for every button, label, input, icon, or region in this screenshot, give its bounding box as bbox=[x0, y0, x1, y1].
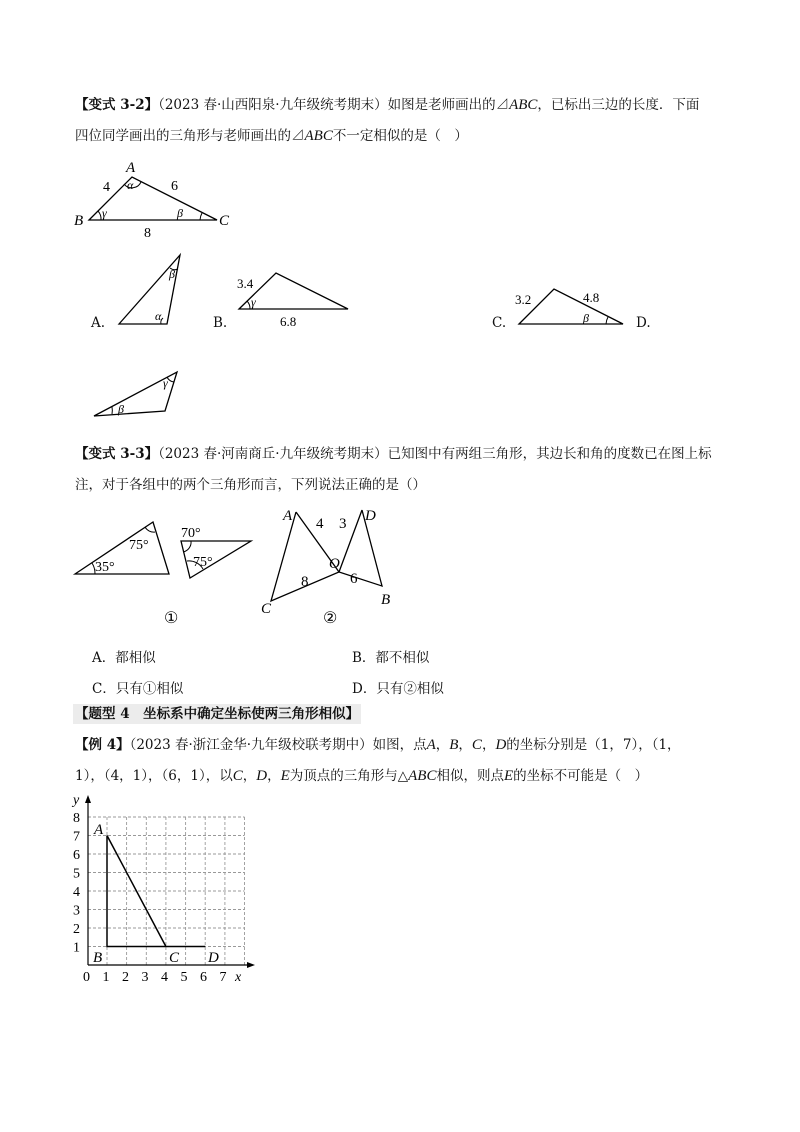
triangle-1a bbox=[75, 522, 169, 574]
ex4-source: （2023 春·浙江金华·九年级校联考期中） bbox=[129, 737, 373, 753]
ex4-point-d: D bbox=[495, 737, 507, 753]
ex4-point-c: C bbox=[471, 737, 482, 753]
q32-text2: ，已标出三边的长度．下面 bbox=[537, 97, 700, 113]
angle-beta-arc bbox=[200, 213, 202, 220]
angle-gamma-arc-b bbox=[247, 301, 250, 309]
x-tick-7: 7 bbox=[219, 970, 227, 985]
label-O-2: O bbox=[329, 556, 340, 572]
beta-label-c: β bbox=[583, 311, 589, 325]
beta-label-d: β bbox=[118, 402, 124, 416]
q33-tag: 【变式 3-3】 bbox=[75, 446, 159, 462]
label-B: B bbox=[74, 213, 84, 229]
q33-option-b-letter: B． bbox=[352, 650, 376, 666]
point-C-label: C bbox=[169, 950, 180, 966]
q32-option-b[interactable]: B. bbox=[213, 315, 228, 331]
ex4-abc: ABC bbox=[408, 768, 437, 784]
x-tick-6: 6 bbox=[200, 970, 207, 985]
x-tick-0: 0 bbox=[83, 970, 90, 985]
beta-label: β bbox=[177, 206, 183, 220]
angle-beta-arc-c bbox=[606, 317, 608, 324]
q32-line2b: 不一定相似的是（ ） bbox=[332, 128, 468, 144]
ex4-sep3: ， bbox=[481, 737, 496, 753]
y-axis-label: y bbox=[73, 793, 80, 808]
q32-tri-symbol: ⊿ bbox=[495, 97, 510, 113]
point-D-label: D bbox=[208, 950, 219, 966]
ex4-point-b: B bbox=[449, 737, 459, 753]
side-bc-label: 8 bbox=[144, 226, 151, 240]
q33-option-c-text: 只有①相似 bbox=[115, 681, 184, 697]
angle-75-label-1a: 75° bbox=[129, 538, 149, 553]
q33-line2: 注，对于各组中的两个三角形而言，下列说法正确的是（） bbox=[75, 477, 426, 493]
triangle-1b bbox=[181, 541, 251, 578]
q32-source: （2023 春·山西阳泉·九年级统考期末） bbox=[158, 97, 388, 113]
ex4-sep1: ， bbox=[435, 737, 450, 753]
beta-label-a: β bbox=[169, 267, 175, 281]
section-title: 【题型 4 坐标系中确定坐标使两三角形相似】 bbox=[75, 706, 360, 722]
q32-figure-option-d bbox=[88, 365, 188, 420]
q33-option-a-text: 都相似 bbox=[115, 650, 156, 666]
q32-tag: 【变式 3-2】 bbox=[75, 97, 159, 113]
angle-gamma-arc bbox=[98, 211, 101, 220]
alpha-label: α bbox=[127, 178, 134, 192]
q32-option-d[interactable]: D. bbox=[636, 315, 651, 331]
y-tick-6: 6 bbox=[73, 848, 80, 863]
label-B-2: B bbox=[381, 592, 391, 608]
ex4-sep2: ， bbox=[458, 737, 472, 753]
side-4-label: 4 bbox=[316, 516, 324, 532]
ex4-tag: 【例 4】 bbox=[75, 737, 130, 753]
x-axis-label: x bbox=[235, 970, 242, 985]
alpha-label-a: α bbox=[155, 309, 162, 323]
gamma-label: γ bbox=[102, 206, 107, 220]
point-A-label: A bbox=[94, 822, 104, 838]
point-B-label: B bbox=[93, 950, 103, 966]
side-left-label-b: 3.4 bbox=[237, 276, 254, 291]
q33-option-c[interactable] bbox=[92, 677, 183, 697]
x-tick-5: 5 bbox=[180, 970, 188, 985]
ex4-line2 bbox=[75, 766, 648, 786]
label-C: C bbox=[219, 213, 230, 229]
q33-option-d-text: 只有②相似 bbox=[376, 681, 444, 697]
q32-figure-option-b bbox=[228, 265, 358, 335]
q33-option-d[interactable] bbox=[352, 677, 444, 697]
q33-line1 bbox=[75, 444, 712, 464]
q32-line2 bbox=[75, 126, 468, 146]
q32-figure-option-c bbox=[510, 282, 630, 332]
x-tick-2: 2 bbox=[122, 970, 129, 985]
q33-figure-1 bbox=[70, 510, 260, 635]
q32-text1: 如图是老师画出的 bbox=[387, 97, 496, 113]
ex4-point-e-2: E bbox=[503, 768, 514, 784]
q33-figure-2 bbox=[255, 500, 405, 635]
q33-source: （2023 春·河南商丘·九年级统考期末） bbox=[158, 446, 388, 462]
q33-option-b[interactable] bbox=[352, 646, 429, 666]
q33-option-b-text: 都不相似 bbox=[375, 650, 430, 666]
ex4-line2a: 1），（4，1），（6，1），以 bbox=[75, 768, 233, 784]
ex4-point-d-2: D bbox=[256, 768, 268, 784]
q32-option-c[interactable]: C. bbox=[492, 315, 507, 331]
y-axis-arrow bbox=[85, 795, 91, 803]
y-tick-2: 2 bbox=[73, 922, 80, 937]
q33-option-a[interactable] bbox=[92, 646, 156, 666]
label-C-2: C bbox=[261, 601, 272, 617]
gamma-label-d: γ bbox=[163, 376, 168, 390]
ex4-line2d: 为顶点的三角形与△ bbox=[289, 768, 409, 784]
q33-option-a-letter: A． bbox=[92, 650, 116, 666]
ex4-point-a: A bbox=[426, 737, 436, 753]
ex4-sep5: ， bbox=[267, 768, 281, 784]
side-ac-label: 6 bbox=[171, 179, 178, 194]
grid-lines bbox=[88, 817, 245, 965]
angle-gamma-arc-d bbox=[167, 377, 174, 382]
side-left-label-c: 3.2 bbox=[515, 292, 532, 307]
q32-abc: ABC bbox=[509, 97, 538, 113]
q32-figure-abc bbox=[70, 155, 240, 240]
q32-line1 bbox=[75, 95, 699, 115]
figure-1-label: ① bbox=[164, 610, 179, 627]
ex4-line1a: 如图，点 bbox=[372, 737, 427, 753]
ex4-point-c-2: C bbox=[232, 768, 243, 784]
q33-option-c-letter: C． bbox=[92, 681, 116, 697]
side-ab-label: 4 bbox=[103, 180, 110, 195]
x-tick-labels bbox=[83, 970, 227, 985]
y-tick-4: 4 bbox=[73, 885, 80, 900]
q32-tri-symbol-2: ⊿ bbox=[291, 128, 305, 144]
angle-70-label-1b: 70° bbox=[181, 526, 201, 541]
ex4-sep4: ， bbox=[242, 768, 257, 784]
q32-figure-option-a bbox=[112, 250, 192, 330]
q33-option-d-letter: D． bbox=[352, 681, 377, 697]
side-6-label: 6 bbox=[350, 571, 358, 587]
y-tick-5: 5 bbox=[73, 866, 80, 882]
q33-text1: 已知图中有两组三角形，其边长和角的度数已在图上标 bbox=[387, 446, 712, 462]
x-tick-1: 1 bbox=[102, 970, 110, 985]
x-axis-arrow bbox=[247, 962, 255, 968]
angle-35-label-1a: 35° bbox=[95, 560, 115, 575]
ex4-line2f: 的坐标不可能是（ ） bbox=[513, 768, 649, 784]
label-A-2: A bbox=[283, 508, 293, 524]
y-tick-1: 1 bbox=[73, 940, 80, 956]
y-tick-7: 7 bbox=[73, 829, 80, 845]
ex4-line2e: 相似，则点 bbox=[436, 768, 504, 784]
y-tick-3: 3 bbox=[73, 903, 80, 919]
q32-line2a: 四位同学画出的三角形与老师画出的 bbox=[75, 128, 291, 144]
figure-2-label: ② bbox=[323, 610, 338, 627]
side-8-label: 8 bbox=[301, 574, 309, 590]
q32-option-a[interactable]: A. bbox=[91, 315, 106, 331]
side-bottom-label-b: 6.8 bbox=[280, 314, 297, 329]
y-tick-labels bbox=[73, 811, 80, 956]
side-3-label: 3 bbox=[339, 516, 347, 532]
coordinate-grid bbox=[70, 790, 260, 990]
y-tick-8: 8 bbox=[73, 811, 80, 826]
x-tick-3: 3 bbox=[141, 970, 149, 985]
q32-abc-2: ABC bbox=[304, 128, 333, 144]
side-right-label-c: 4.8 bbox=[583, 290, 600, 305]
angle-75-arc-1a bbox=[145, 527, 155, 532]
triangle-option-a bbox=[119, 255, 180, 324]
ex4-point-e: E bbox=[280, 768, 290, 784]
gamma-label-b: γ bbox=[251, 295, 256, 309]
angle-70-arc-1b bbox=[183, 541, 191, 552]
label-D-2: D bbox=[365, 508, 376, 524]
label-A: A bbox=[126, 160, 136, 176]
ex4-line1 bbox=[75, 735, 681, 755]
x-tick-4: 4 bbox=[161, 970, 168, 985]
ex4-line1e: 的坐标分别是（1，7），（1， bbox=[506, 737, 681, 753]
angle-75-label-1b: 75° bbox=[193, 555, 213, 570]
